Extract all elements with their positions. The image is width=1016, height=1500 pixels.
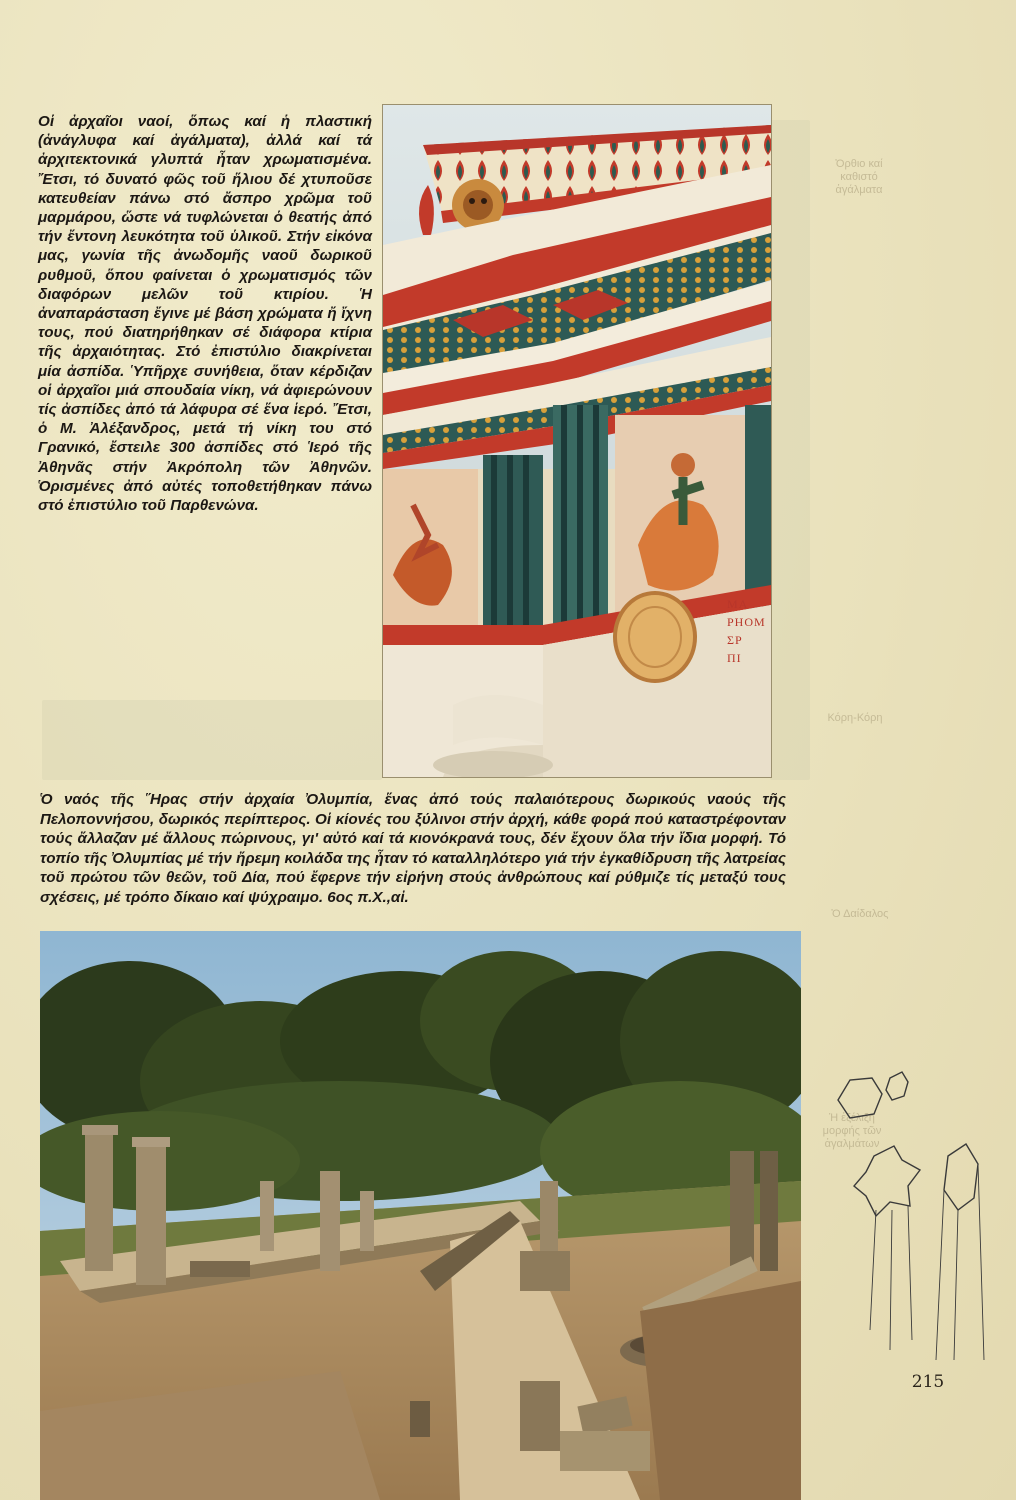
caption-painted-architecture: Οἱ ἀρχαῖοι ναοί, ὅπως καί ἡ πλαστική (ἀνάγλυφα καί ἀγάλματα), ἀλλά καί τά ἀρχιτεκτονικά γλυπτά ἦταν χρωματισμένα. Ἔτσι, τό δυνατό φῶς τοῦ ἥλιου δέ χτυποῦσε κατευθείαν πάνω στό ἄσπρο χρῶμα τοῦ μαρμάρου, ὥστε νά τυφλώνεται ὁ θεατής ἀπό τήν ἔντονη λευκότητα τοῦ ὑλικοῦ. Στήν εἰκόνα μας, γωνία τῆς ἀνωδομῆς ναοῦ δωρικοῦ ρυθμοῦ, ὅπου φαίνεται ὁ χρωματισμός τῶν διαφόρων μελῶν τοῦ κτιρίου. Ἡ ἀναπαράσταση ἔγινε μέ βάση χρώματα ἤ ἴχνη τους, πού διατηρήθηκαν σέ διάφορα κτίρια τῆς ἀρχαιότητας. Στό ἐπιστύλιο διακρίνεται μία ἀσπίδα. Ὑπῆρχε συνήθεια, ὅταν κέρδιζαν οἱ ἀρχαῖοι μιά σπουδαία νίκη, νά ἀφιερώνουν τίς ἀσπίδες ἀπό τά λάφυρα σέ ἕνα ἱερό. Ἔτσι, ὁ Μ. Ἀλέξανδρος, μετά τή νίκη του στό Γρανικό, ἔστειλε 300 ἀσπίδες στό Ἱερό τῆς Ἀθηνᾶς στήν Ἀκρόπολη τῶν Ἀθηνῶν. Ὁρισμένες ἀπό αὐτές τοποθετήθηκαν πάνω στό ἐπιστύλιο τοῦ Παρθενώνα. xyxy=(38,113,372,515)
page-number: 215 xyxy=(911,1372,945,1392)
margin-note-line: μορφής τῶν xyxy=(822,1125,882,1137)
olympia-landscape xyxy=(40,931,801,1500)
temple-corner-drawing xyxy=(383,105,771,777)
pencil-sketches xyxy=(820,1060,1000,1380)
bleed-through-band xyxy=(770,120,810,780)
shield-inscription xyxy=(727,595,771,667)
capital-shapes-sketch xyxy=(820,1060,1000,1380)
temple-of-hera-olympia-photo xyxy=(40,931,801,1500)
margin-note-ghost: Κόρη-Κόρη xyxy=(827,712,883,724)
margin-note-line: ἀγάλματα xyxy=(835,184,883,196)
hexagon-sketch xyxy=(838,1078,882,1118)
inscription-line: ΜΑ xyxy=(727,597,749,611)
margin-note-line: Ἡ ἐξέλιξη xyxy=(829,1112,875,1124)
margin-note-line: ἀγαλμάτων xyxy=(824,1138,880,1150)
margin-note-ghost xyxy=(824,158,894,197)
margin-note-ghost: Ὁ Δαίδαλος xyxy=(831,908,889,920)
inscription-line: ΣΡ xyxy=(727,633,743,647)
caption-temple-of-hera: Ὁ ναός τῆς Ἥρας στήν ἀρχαία Ὀλυμπία, ἕνας ἀπό τούς παλαιότερους δωρικούς ναούς τῆς Πελοποννήσου, δωρικός περίπτερος. Οἱ κίονές του ξύλινοι στήν ἀρχή, κάθε φορά πού καταστρέφονταν τούς ἄλλαζαν μέ ἄλλους πώρινους, γι' αὐτό καί τά κιονόκρανά τους, δέν ἔχουν ὅλα τήν ἴδια μορφή. Τό τοπίο τῆς Ὀλυμπίας μέ τήν ἤρεμη κοιλάδα της ἦταν τό καταλληλότερο γιά τήν ἐγκαθίδρυση τῆς λατρείας τοῦ πρώτου τῶν θεῶν, τοῦ Δία, πού ἔφερνε τήν εἰρήνη στούς ἀνθρώπους καί ρύθμιζε τίς μεταξύ τους σχέσεις, μέ τρόπο δίκαιο καί ψύχραιμο. 6ος π.Χ.,αἰ. xyxy=(40,791,786,906)
bleed-through-band xyxy=(42,700,382,780)
margin-note-line: Ὀρθιο καί xyxy=(835,158,883,170)
inscription-line: ΠΙ xyxy=(727,651,742,665)
margin-note-line: καθιστό xyxy=(840,171,878,183)
doric-temple-corner-illustration xyxy=(382,104,772,778)
inscription-line: ΡΗΟΜ xyxy=(727,615,766,629)
